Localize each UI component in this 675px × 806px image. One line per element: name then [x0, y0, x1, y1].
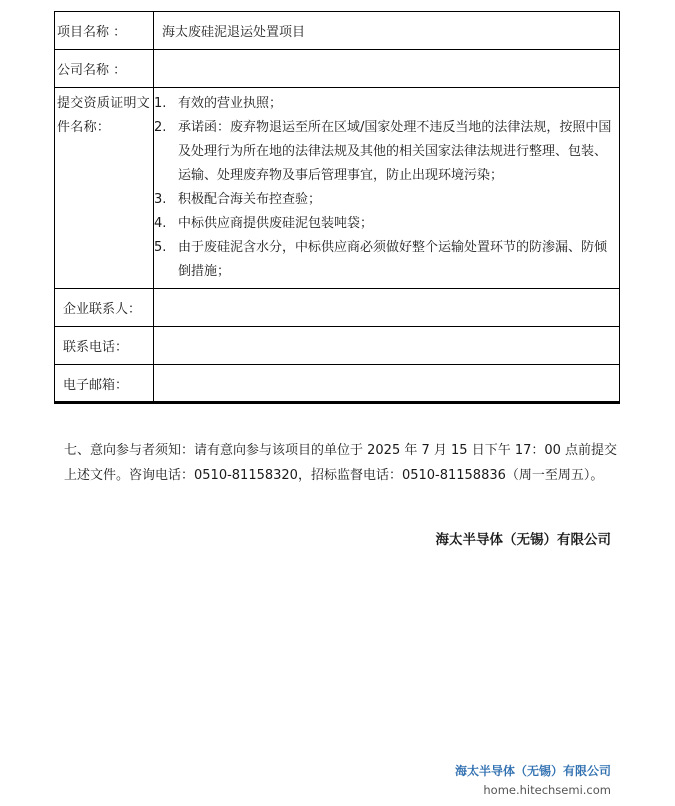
footer-company-name: 海太半导体（无锡）有限公司	[454, 764, 611, 778]
document-item-text: 有效的营业执照；	[178, 96, 283, 111]
document-item-text: 由于废硅泥含水分，中标供应商必须做好整个运输处置环节的防渗漏、防倾倒措施；	[178, 240, 608, 279]
contact-person-label: 企业联系人：	[55, 289, 154, 327]
document-item	[154, 92, 615, 116]
project-name-label: 项目名称 ：	[55, 12, 154, 50]
documents-list-cell	[154, 88, 620, 289]
document-item-number: 3.	[154, 192, 167, 207]
phone-label: 联系电话：	[55, 327, 154, 365]
email-field[interactable]	[154, 365, 620, 402]
document-item-text: 承诺函：废弃物退运至所在区域/国家处理不违反当地的法律法规，按照中国及处理行为所在地的法律法规及其他的相关国家法律法规进行整理、包装、运输、处理废弃物及事后管理事宜，防止出现环境污染；	[178, 120, 612, 183]
project-name-value: 海太废硅泥退运处置项目	[154, 12, 620, 50]
documents-list	[154, 88, 619, 288]
contact-person-row	[55, 289, 620, 327]
document-item-number: 4.	[154, 216, 167, 231]
table-bottom-border	[54, 402, 620, 404]
company-name-row	[55, 50, 620, 88]
document-item	[154, 188, 615, 212]
company-name-field[interactable]	[154, 50, 620, 88]
email-label: 电子邮箱：	[55, 365, 154, 402]
phone-field[interactable]	[154, 327, 620, 365]
documents-label: 提交资质证明文件名称：	[55, 88, 154, 289]
email-row	[55, 365, 620, 402]
signature-company: 海太半导体（无锡）有限公司	[435, 532, 611, 548]
document-item-text: 中标供应商提供废硅泥包装吨袋；	[178, 216, 374, 231]
document-item	[154, 212, 615, 236]
document-item-text: 积极配合海关布控查验；	[178, 192, 322, 207]
company-name-label: 公司名称 ：	[55, 50, 154, 88]
document-item-number: 1.	[154, 96, 167, 111]
footer-website-link[interactable]: home.hitechsemi.com	[483, 783, 611, 797]
document-item-number: 5.	[154, 240, 167, 255]
project-name-row	[55, 12, 620, 50]
participant-notice: 七、意向参与者须知：请有意向参与该项目的单位于 2025 年 7 月 15 日下午 17：00 点前提交上述文件。咨询电话：0510-81158320，招标监督电话：0510-81158836（周一至周五）。	[64, 443, 618, 483]
documents-row	[55, 88, 620, 289]
document-item-number: 2.	[154, 120, 167, 135]
contact-person-field[interactable]	[154, 289, 620, 327]
submission-form-table	[54, 11, 620, 402]
document-item	[154, 116, 615, 188]
phone-row	[55, 327, 620, 365]
document-item	[154, 236, 615, 284]
